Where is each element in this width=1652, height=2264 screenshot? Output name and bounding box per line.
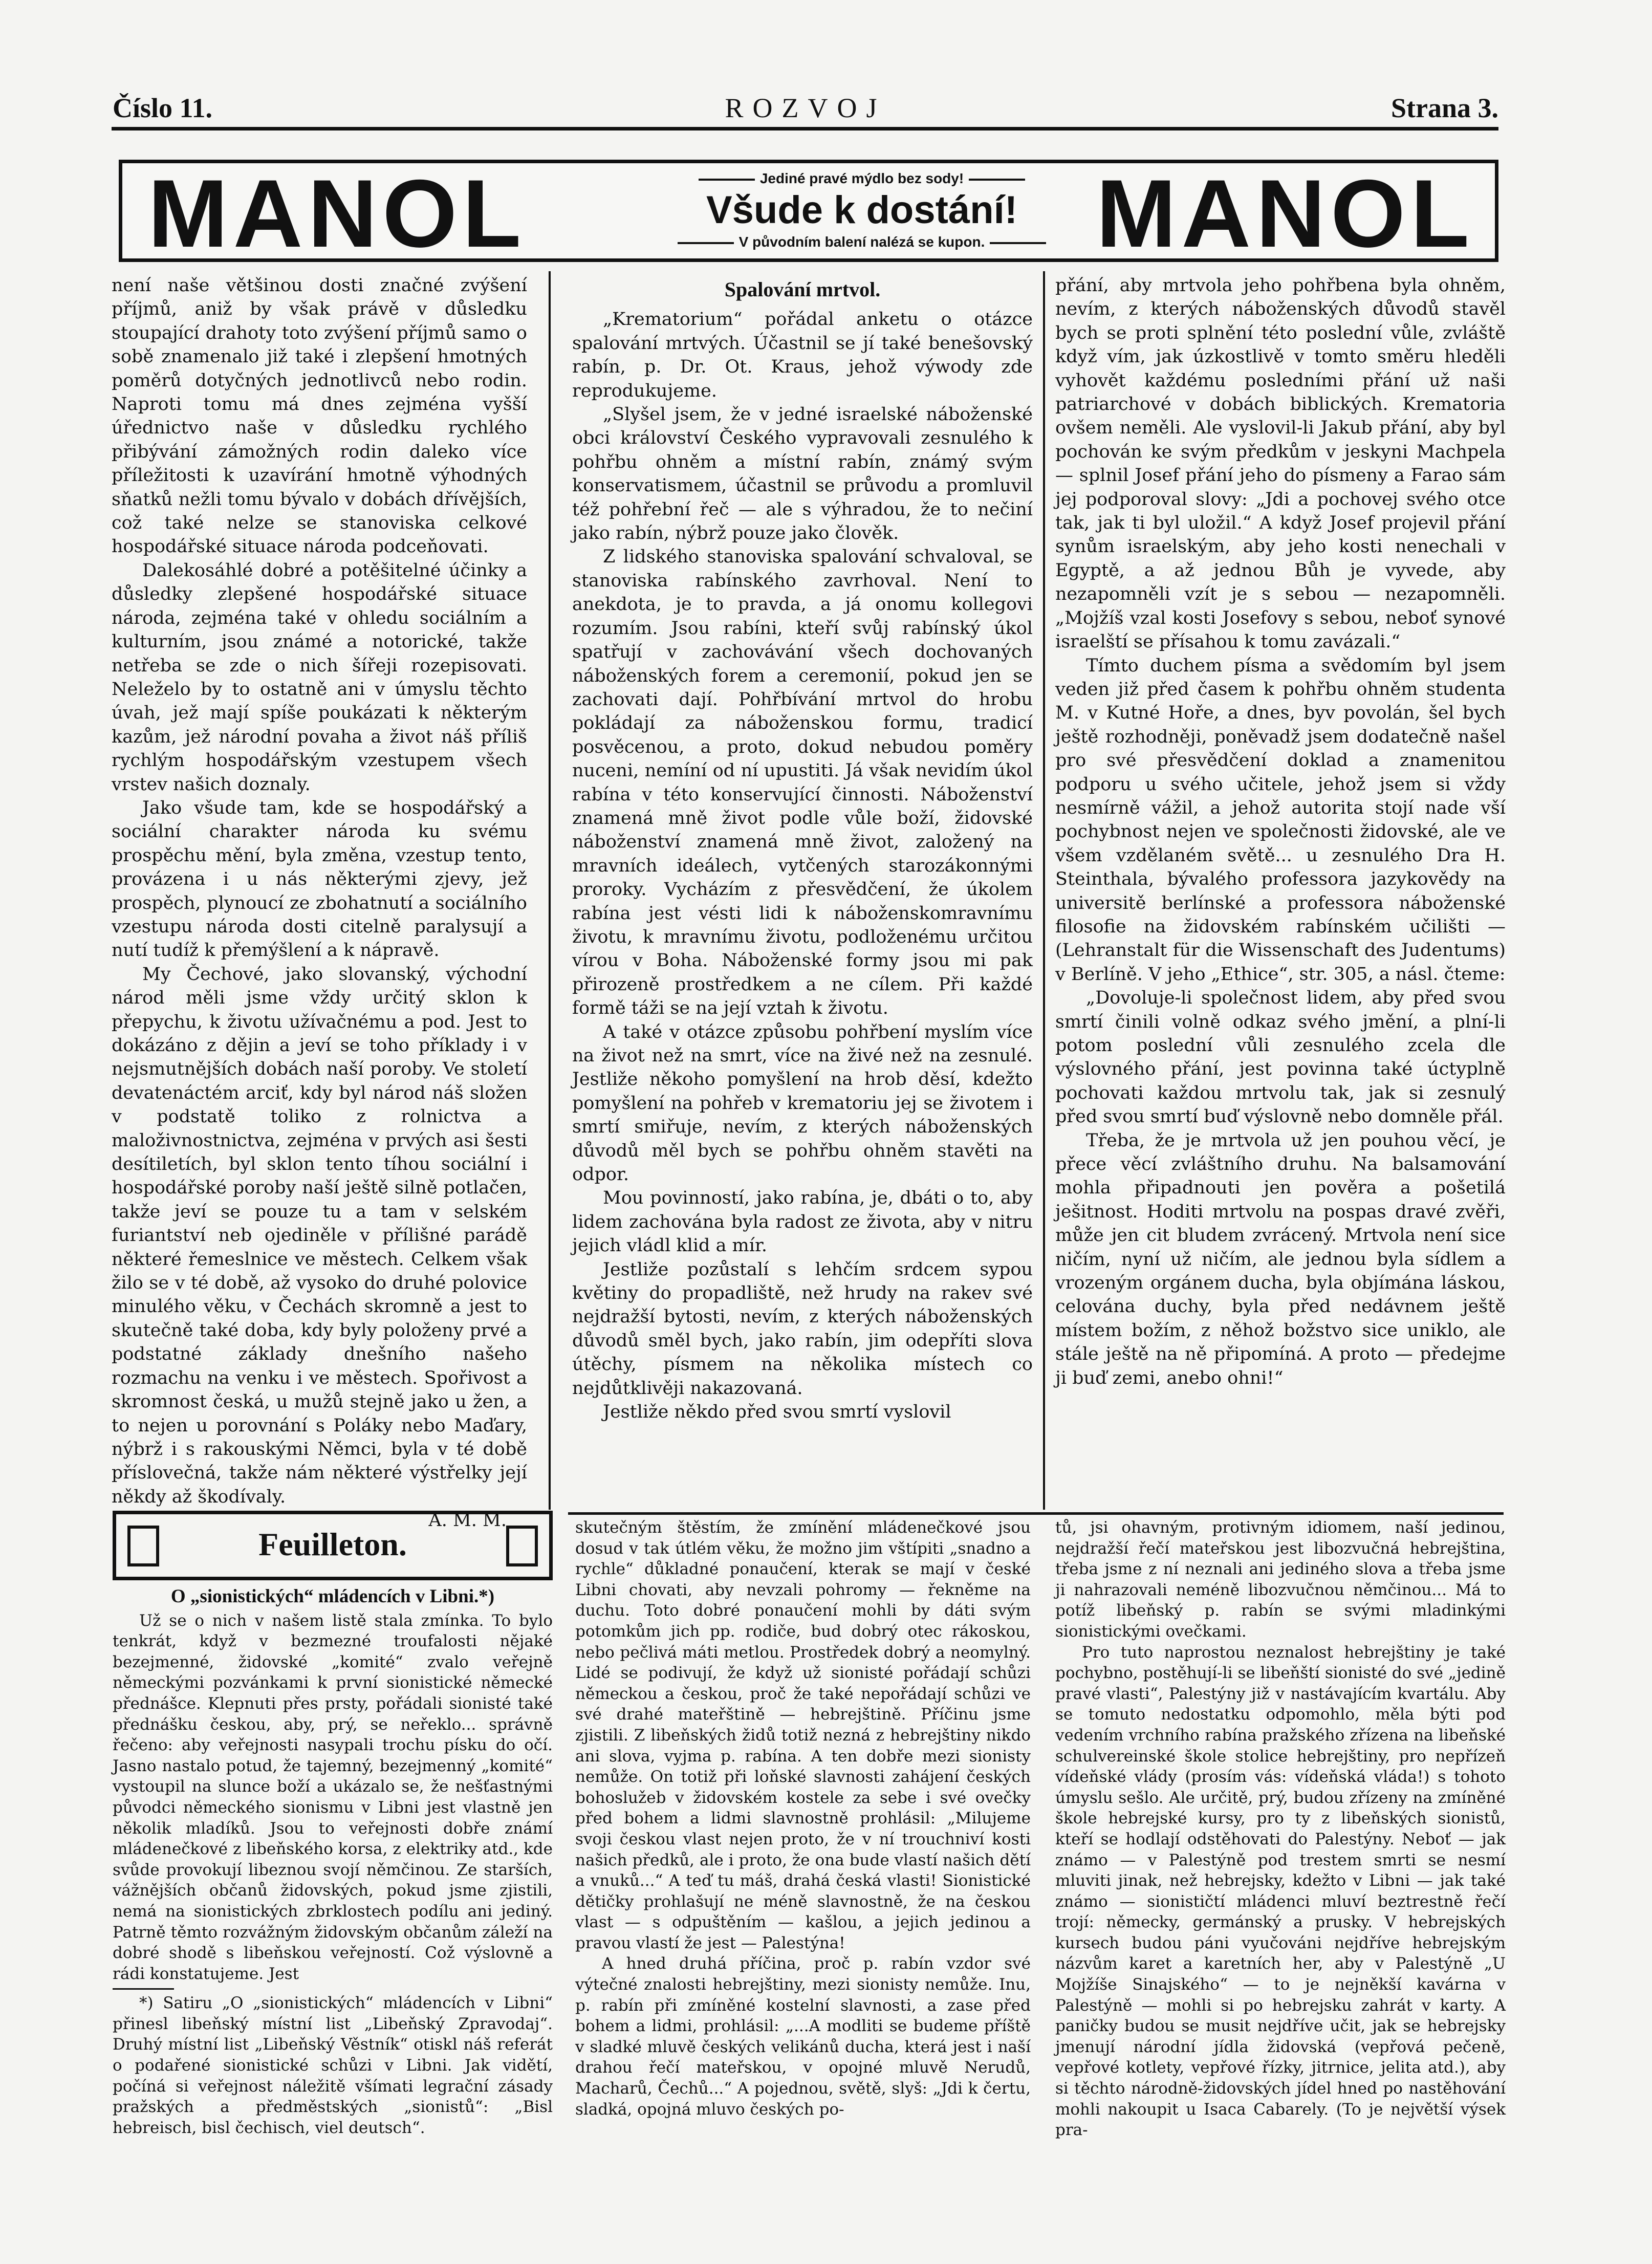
column-rule-2 [1043, 271, 1045, 1510]
header-rule [112, 127, 1498, 130]
paragraph: A hned druhá příčina, proč p. rabín vzdor své výtečné znalosti hebrejštiny, mezi sionisty nemůže. Inu, p. rabín při zmíněné kostelní slavnosti, a zase před bohem a lidmi, prohlásil: „...A modliti se budeme příště v sladké mluvě českých velikánů ducha, která jest i naší drahou řečí mateřskou, v opojné mluvě Nerudů, Macharů, Čechů...“ A pojednou, světě, slyš: „Jdi k čertu, sladká, opojná mluvo českých po- [575, 1954, 1031, 2119]
paragraph: „Dovoluje-li společnost lidem, aby před svou smrtí činili volně odkaz svého jmění, a plní-li potom poslední vůli zesnulého zcela dle výslovného přání, jest povinna také úctyplně pochovati každou mrtvolu tak, jak si zesnulý před svou smrtí buď výslovně nebo domněle přál. [1055, 988, 1506, 1127]
page-header [113, 92, 1498, 128]
article-title-cremation: Spalování mrtvol. [724, 278, 881, 301]
page-number: Strana 3. [1390, 93, 1498, 123]
footnote: *) Satiru „O „sionistických“ mládencích v Libni“ přinesl libeňský místní list „Libeňský Zpravodaj“. Druhý místní list „Libeňský Věstník“ otiskl náš referát o podařené sionistické schůzi v Libni. Jak vidětí, počíná si veřejnost náležitě všímati legrační zásady pražských a předměstských „sionistů“: „Bisl hebreisch, bisl čechisch, viel deutsch“. [113, 1994, 553, 2137]
paragraph: A také v otázce způsobu pohřbení myslím více na život než na smrt, více na živé než na zesnulé. Jestliže někoho pomyšlení na hrob děsí, kdežto pomyšlení na pohřeb v krematoriu jej se životem i smrtí smiřuje, nevím, z kterých náboženských důvodů měl bych se pohřbu ohněm stavěti na odpor. [572, 1021, 1033, 1185]
column-rule-1 [549, 271, 551, 1510]
paragraph: Z lidského stanoviska spalování schvaloval, se stanoviska rabínského zavrhoval. Není to anekdota, je to pravda, a já onomu kollegovi rozumím. Jsou rabíni, kteří svůj rabínský úkol spatřují v zachovávání všech dochovaných náboženských forem a ceremonií, pokud jen se zachovati dají. Pohřbívání mrtvol do hrobu pokládají za náboženskou formu, tradicí posvěcenou, a proto, dokud nebudou poměry nuceni, nemíní od ní upustiti. Já však nevidím úkol rabína v této konservující činnosti. Náboženství znamená mně život podle vůle boží, židovské náboženství znamená mně život, založený na mravních ideálech, vytčených starozákonnými proroky. Vycházím z přesvědčení, že úkolem rabína jest vésti lidi k náboženskomravnímu životu, k mravnímu životu, podloženému určitou vírou v Boha. Náboženské formy jsou mi pak přirozeně prostředkem a ne cílem. Při každé formě táži se na její vztah k životu. [572, 547, 1033, 1019]
author-signature: A. M. M. [428, 1510, 507, 1531]
ad-brand-left: MANOL [148, 160, 527, 267]
feuilleton-article-title: O „sionistických“ mládencích v Libni.*) [170, 1586, 495, 1607]
paragraph: Už se o nich v našem listě stala zmínka. To bylo tenkrát, když v bezmezné troufalosti nějaké bezejmenné, židovské „komité“ zvalo veřejně německými pozvánkami k první sionistické německé přednášce. Klepnuti přes prsty, pořádali sionisté také přednášku českou, aby, prý, se neřeklo... správně řečeno: aby veřejnosti nasypali trochu písku do očí. Jasno nastalo potud, že tajemný, bezejmenný „komité“ vystoupil na slunce boží a ukázalo se, že nešťastnými původci německého sionismu v Libni jest vlastně jen několik mladíků. Jsou to veřejnosti dobře známí mládenečkové z libeňského korsa, z elektriky atd., kde svůde provokují libeznou svojí němčinou. Ze starších, vážnějších občanů židovských, pokud jsme zjistili, nemá na sionistických zbrklostech podílu ani jediný. Patrně těmto rozvážným židovským občanům záleží na dobré shodě s libeňskou veřejností. Což výslovně a rádi konstatujeme. Jest [113, 1611, 553, 1983]
paragraph: Dalekosáhlé dobré a potěšitelné účinky a důsledky zlepšené hospodářské situace národa, zejména také v ohledu sociálním a kulturním, jsou známé a notorické, takže netřeba se zde o nich šířeji rozepisovati. Neleželo by to ostatně ani v úmyslu těchto úvah, jež mají spíše poukázati k některým kazům, jež národní povaha a život náš příliš rychlým hospodářským vzestupem všech vrstev našich doznaly. [112, 560, 527, 795]
feuilleton-rule [568, 1512, 1504, 1515]
footnote-rule [113, 1988, 174, 1990]
paragraph: Třeba, že je mrtvola už jen pouhou věcí, je přece věcí zvláštního druhu. Na balsamování mohla připadnouti jen pověra a pošetilá ješitnost. Hoditi mrtvolu na pospas dravé zvěři, může jen cit bludem zvrácený. Mrtvola není sice ničím, nyní už ničím, ale jednou byla sídlem a vrozeným orgánem ducha, byla objímána láskou, celována duchy, byla před nedávnem ještě místem božím, z něhož božstvo sice uniklo, ale stále ještě na ně připomíná. A proto — předejme ji buď zemi, anebo ohni!“ [1055, 1130, 1506, 1388]
article-column-3 [1055, 274, 1506, 1390]
paragraph: skutečným štěstím, že zmínění mládenečkové jsou dosud v tak útlém věku, že možno jim vštípiti „snadno a rychle“ důkladné ponaučení, kterak se mají v české Libni chovati, aby nevzali pohromy — řekněme na duchu. Toto dobré ponaučení mohli by dáti svým potomkům jich pp. rodiče, bud dobrý otec rákoskou, nebo pečlivá máti metlou. Prostředek dobrý a neomylný. Lidé se podivují, že když už sionisté pořádají schůzi německou a českou, proč že také nepořádají schůzi ve své drahé mateřštině — hebrejštině. Příčinu jsme zjistili. Z libeňských židů totiž nezná z hebrejštiny nikdo ani slova, vyjma p. rabína. A ten dobře mezi sionisty nemůže. On totiž při loňské slavnosti zahájení českých bohoslužeb v židovském kostele za sebe i své ovečky před bohem a lidmi slavnostně prohlásil: „Milujeme svoji českou vlast nejen proto, že v ní trouchniví kosti našich předků, ale i proto, že ona bude vlastí našich dětí a vnuků...“ A teď tu máš, drahá česká vlasti! Sionistické dětičky prohlašují ne méně slavnostně, že na českou vlast — s odpuštěním — kašlou, a jejich jedinou a pravou vlastí že jest — Palestýna! [575, 1518, 1031, 1952]
paragraph: „Krematorium“ pořádal anketu o otázce spalování mrtvých. Účastnil se jí také benešovský rabín, p. Dr. Ot. Kraus, jehož výwody zde reprodukujeme. [572, 309, 1033, 401]
ad-top-line: Jediné pravé mýdlo bez sody! [759, 170, 964, 186]
paragraph: Tímto duchem písma a svědomím byl jsem veden již před časem k pohřbu ohněm studenta M. v Kutné Hoře, a dnes, byv povolán, šel bych ještě rozhodněji, poněvadž jsem dodatečně našel pro své přesvědčení doklad a znamenitou podporu u svého učitele, jehož jsem si vždy nesmírně vážil, a jehož autorita stojí nade vší pochybnost nejen ve společnosti židovské, ale ve všem vzdělaném světě... u zesnulého Dra H. Steinthala, bývalého professora jazykovědy na universitě berlínské a professora náboženské filosofie na židovském rabínském učilišti — (Lehranstalt für die Wissenschaft des Judentums) v Berlíně. V jeho „Ethice“, str. 305, a násl. čteme: [1055, 655, 1506, 985]
manol-advertisement [119, 160, 1498, 267]
paragraph: tů, jsi ohavným, protivným idiomem, naší jedinou, nejdražší řečí mateřskou jest libozvučná hebrejština, třeba jsme z ní neznali ani jediného slova a třeba jsme ji nahrazovali neméně libozvučnou němčinou... Má to potíž libeňský p. rabín se svými mladinkými sionistickými ovečkami. [1055, 1518, 1506, 1641]
feuilleton-header-box [113, 1511, 553, 1580]
box-square-right [506, 1526, 538, 1566]
ad-main-line: Všude k dostání! [706, 188, 1018, 232]
paragraph: přání, aby mrtvola jeho pohřbena byla ohněm, nevím, z kterých náboženských důvodů stavěl bych se proti splnění této poslední vůle, zvláště když vím, jak úzkostlivě v tomto směru hleděli vyhovět každému posledními přání už naši patriarchové v dobách biblických. Krematoria ovšem neměli. Ale vyslovil-li Jakub přání, aby byl pochován ke svým předkům v jeskyni Machpela — splnil Josef přání jeho do písmeny a Farao sám jej podporoval slovy: „Jdi a pochovej svého otce tak, jak ti byl uložil.“ A když Josef projevil přání synům israelským, aby jeho kosti nenechali v Egyptě, a až jednou Bůh je vyvede, aby nezapomněli vzít je s sebou — nezapomněli. „Mojžíš vzal kosti Josefovy s sebou, neboť synové israelští se přísahou k tomu zavázali.“ [1055, 275, 1506, 652]
feuilleton-column-3 [1055, 1517, 1506, 2141]
ad-bottom-line: V původním balení nalézá se kupon. [738, 234, 985, 250]
paragraph: není naše většinou dosti značné zvýšení příjmů, aniž by však právě v důsledku stoupající drahoty toto zvýšení příjmů samo o sobě znamenalo již také i zlepšení hmotných poměrů dotyčných jednotlivců nebo rodin. Naproti tomu má dnes zejména vyšší úřednictvo naše v důsledku rychlého přibývání zámožných rodin daleko více příležitosti k uzavírání hmotně výhodných sňatků nežli tomu bývalo v dobách dřívějších, což také nelze se stanoviska celkové hospodářské situace národa podceňovati. [112, 275, 527, 557]
masthead-title: ROZVOJ [725, 93, 886, 123]
paragraph: Jestliže pozůstalí s lehčím srdcem sypou květiny do propadliště, než hrudy na rakev své nejdražší bytosti, nevím, z kterých náboženských důvodů směl bych, jako rabín, jim odepříti slova útěchy, písmem na několika místech co nejdůtklivěji nakazovaná. [572, 1259, 1033, 1399]
issue-number: Číslo 11. [113, 93, 213, 123]
feuilleton-column-1 [113, 1586, 553, 2138]
paragraph: Jestliže někdo před svou smrtí vyslovil [603, 1402, 951, 1423]
paragraph: „Slyšel jsem, že v jedné israelské náboženské obci království Českého vypravovali zesnulého k pohřbu ohněm a místní rabín, známý svým konservatismem, účastnil se průvodu a promluvil též pohřební řeč — ale s výhradou, že to nečiní jako rabín, nýbrž pouze jako člověk. [572, 404, 1033, 544]
feuilleton-column-2 [575, 1517, 1031, 2120]
article-column-2 [572, 274, 1033, 1424]
article-column-1 [112, 274, 527, 1533]
feuilleton-title: Feuilleton. [258, 1526, 407, 1562]
paragraph: My Čechové, jako slovanský, východní národ měli jsme vždy určitý sklon k přepychu, k životu užívačnému a pod. Jest to dokázáno z dějin a jeví se toho příklady i v nejsmutnějších dobách naší poroby. Ve století devatenáctém arciť, kdy byl národ náš složen v podstatě toliko z rolnictva a maloživnostnictva, zejména v prvých asi šesti desítiletích, byl sklon tento tíhou sociální i hospodářské poroby naší ještě silně potlačen, takže jeví se pouze tu a tam v selském furiantství neb ojediněle v přílišné parádě některé řemeslnice ve městech. Celkem však žilo se v té době, až vysoko do druhé polovice minulého věku, v Čechách skromně a jest to skutečně také doba, kdy byly položeny prvé a podstatné základy dnešního našeho rozmachu na venku i ve městech. Spořivost a skromnost česká, u mužů stejně jako u žen, a to nejen u porovnání s Poláky nebo Maďary, nýbrž i s rakouskými Němci, byla v té době příslovečná, takže nám některé výstřelky její někdy až škodívaly. [112, 964, 527, 1507]
paragraph: Jako všude tam, kde se hospodářský a sociální charakter národa ku svému prospěchu mění, byla změna, vzestup tento, provázena i u nás některými zjevy, jež prospěch, plynoucí ze zbohatnutí a sociálního vzestupu národa dosti citelně paralysují a nutí tudíž k přemýšlení a k nápravě. [112, 797, 527, 961]
paragraph: Pro tuto naprostou neznalost hebrejštiny je také pochybno, postěhují-li se libeňští sionisté do své „jedině pravé vlasti“, Palestýny již v nastávajícím kvartálu. Aby se tomuto nedostatku odpomohlo, měla býti pod vedením vrchního rabína pražského zřízena na libeňské schulvereinské škole stolice hebrejštiny, pro nepřízeň vídeňské vlády (prosím vás: vídeňská vláda!) s tohoto úmyslu sešlo. Ale určitě, prý, budou zřízeny na zmíněné škole hebrejské kursy, pro ty z libeňských sionistů, kteří se hodlají odstěhovati do Palestýny. Neboť — jak známo — v Palestýně pod trestem smrti se nesmí mluviti jinak, než hebrejsky, kdežto v Libni — jak také známo — sionističtí mládenci mluví beztrestně řečí trojí: německy, germánský a prusky. V hebrejských kursech budou páni vyučováni nejdříve hebrejským názvům karet a karetních her, aby v Palestýně „U Mojžíše Sinajského“ — to je nejněkší kavárna v Palestýně — mohli si po hebrejsku zahrát v karty. A paničky budou se musit nejdříve učit, jak se hebrejsky jmenují národní jídla židovská (vepřová pečeně, vepřové kotlety, vepřové řízky, jitrnice, jelita atd.), aby si těchto národně-židovských jídel hned po nastěhování mohli nakoupit u Isaca Cabarely. (To je největší výsek pra- [1055, 1643, 1506, 2140]
ad-brand-right: MANOL [1096, 160, 1474, 267]
ad-slogan [568, 170, 1156, 250]
paragraph: Mou povinností, jako rabína, je, dbáti o to, aby lidem zachována byla radost ze života, aby v nitru jejich vládl klid a mír. [572, 1188, 1033, 1256]
